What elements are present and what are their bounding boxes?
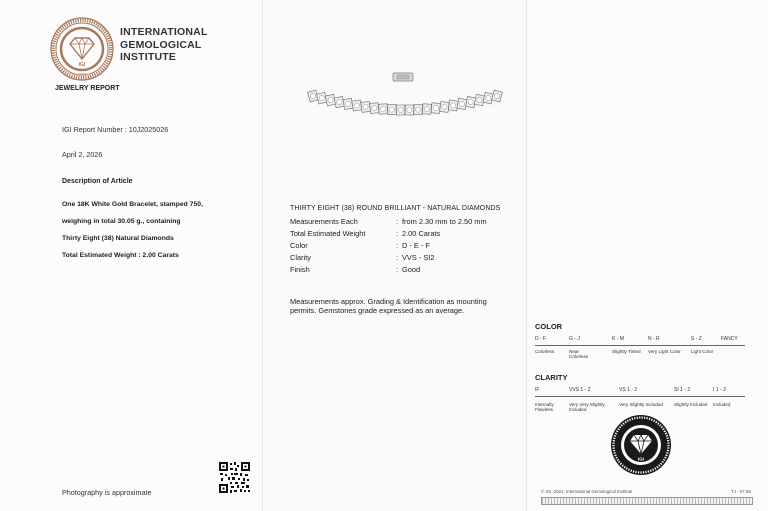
clarity-description: Internally Flawless <box>535 402 554 413</box>
clarity-grade: VS 1 - 2 <box>619 387 638 393</box>
bracelet-link <box>388 104 397 114</box>
clarity-grade: VVS 1 - 2 <box>569 387 591 393</box>
photo-note: Photography is approximate <box>62 488 152 497</box>
color-grade: S - Z <box>691 336 702 342</box>
igi-seal-icon <box>50 17 114 81</box>
clarity-grade: I 1 - 3 <box>713 387 726 393</box>
description-block <box>62 196 203 264</box>
spec-row: Measurements Each : from 2.30 mm to 2.50 mm <box>290 217 487 226</box>
clarity-description: Very Very Slightly Included <box>569 402 605 413</box>
report-number: IGI Report Number : 10J2025026 <box>62 125 169 134</box>
bracelet-link <box>466 96 476 107</box>
color-grade: FANCY <box>721 336 738 342</box>
spec-row: Finish : Good <box>290 265 421 274</box>
color-description: Colorless <box>535 349 555 354</box>
spec-row: Clarity : VVS - SI2 <box>290 253 435 262</box>
color-description: Slightly Tinted <box>612 349 641 354</box>
spec-row: Total Estimated Weight : 2.00 Carats <box>290 229 441 238</box>
clarity-description: Slightly Included <box>674 402 708 407</box>
description-line: Total Estimated Weight : 2.00 Carats <box>62 252 179 259</box>
institute-name-line: GEMOLOGICAL <box>120 38 202 51</box>
qr-code-icon <box>218 461 251 494</box>
diamond-summary-title: THIRTY EIGHT (38) ROUND BRILLIANT - NATURAL DIAMONDS <box>290 205 501 212</box>
bracelet-link <box>343 98 353 109</box>
spec-label: Clarity <box>290 253 311 262</box>
bracelet-link <box>492 90 503 102</box>
security-microprint-strip <box>541 497 753 505</box>
clarity-grade: SI 1 - 2 <box>674 387 691 393</box>
specs-table <box>290 216 520 276</box>
spec-value: Good <box>402 265 421 274</box>
description-line: One 18K White Gold Bracelet, stamped 750, <box>62 201 203 208</box>
spec-label: Measurements Each <box>290 217 358 226</box>
bracelet-link <box>422 104 431 115</box>
spec-label: Total Estimated Weight <box>290 229 366 238</box>
spec-value: from 2.30 mm to 2.50 mm <box>402 217 487 226</box>
svg-text:IGI: IGI <box>637 456 645 462</box>
color-grade: K - M <box>612 336 624 342</box>
clarity-description: Included <box>713 402 731 407</box>
bracelet-link <box>334 96 344 107</box>
clarity-scale-title: CLARITY <box>535 373 568 382</box>
color-scale-title: COLOR <box>535 322 563 331</box>
bracelet-link <box>440 101 449 112</box>
description-line: Thirty Eight (38) Natural Diamonds <box>62 235 174 242</box>
seal-year: 1975 <box>78 72 86 77</box>
description-heading: Description of Article <box>62 178 133 185</box>
bracelet-link <box>448 100 458 111</box>
bracelet-link <box>370 103 379 114</box>
color-grade: D - F <box>535 336 547 342</box>
color-grade: G - J <box>569 336 580 342</box>
bracelet-link <box>405 105 414 115</box>
bracelet-link <box>325 94 335 106</box>
fold-line <box>526 0 527 511</box>
bracelet-link <box>396 105 405 115</box>
spec-value: D - E - F <box>402 241 430 250</box>
bracelet-link <box>352 100 362 111</box>
color-scale-rule <box>535 345 745 346</box>
institute-name <box>120 26 208 64</box>
svg-text:IGI: IGI <box>78 62 86 68</box>
spec-row: Color : D - E - F <box>290 241 430 250</box>
report-date: April 2, 2026 <box>62 150 103 159</box>
spec-value: VVS - SI2 <box>402 253 435 262</box>
fold-line <box>262 0 263 511</box>
spec-label: Finish <box>290 265 310 274</box>
bracelet-link <box>457 98 467 109</box>
bracelet-link <box>361 101 370 112</box>
clarity-scale-rule <box>535 396 745 397</box>
bracelet-photo <box>305 66 505 120</box>
spec-value: 2.00 Carats <box>402 229 441 238</box>
institute-name-line: INSTITUTE <box>120 51 177 63</box>
bracelet-link <box>431 103 440 114</box>
spec-label: Color <box>290 241 308 250</box>
clarity-description: Very Slightly Included <box>619 402 663 407</box>
form-code: TJ - 07.05 <box>731 489 751 494</box>
copyright-line: © IGI, 2022, International Gemological Institute <box>541 489 633 494</box>
color-description: Light Color <box>691 349 714 354</box>
description-line: weighing in total 30.05 g., containing <box>62 218 181 225</box>
igi-hologram-seal-icon <box>610 414 672 476</box>
color-description: Near Colorless <box>569 349 589 360</box>
institute-name-line: INTERNATIONAL <box>120 26 208 38</box>
grading-note: Measurements approx. Grading & Identification as mounting permits. Gemstones grade expressed as an average. <box>290 297 487 315</box>
clarity-grade: IF <box>535 387 540 393</box>
bracelet-link <box>379 104 388 115</box>
color-grade: N - R <box>648 336 660 342</box>
color-description: Very Light Color <box>648 349 681 354</box>
report-title: JEWELRY REPORT <box>55 85 120 92</box>
bracelet-link <box>414 104 423 114</box>
